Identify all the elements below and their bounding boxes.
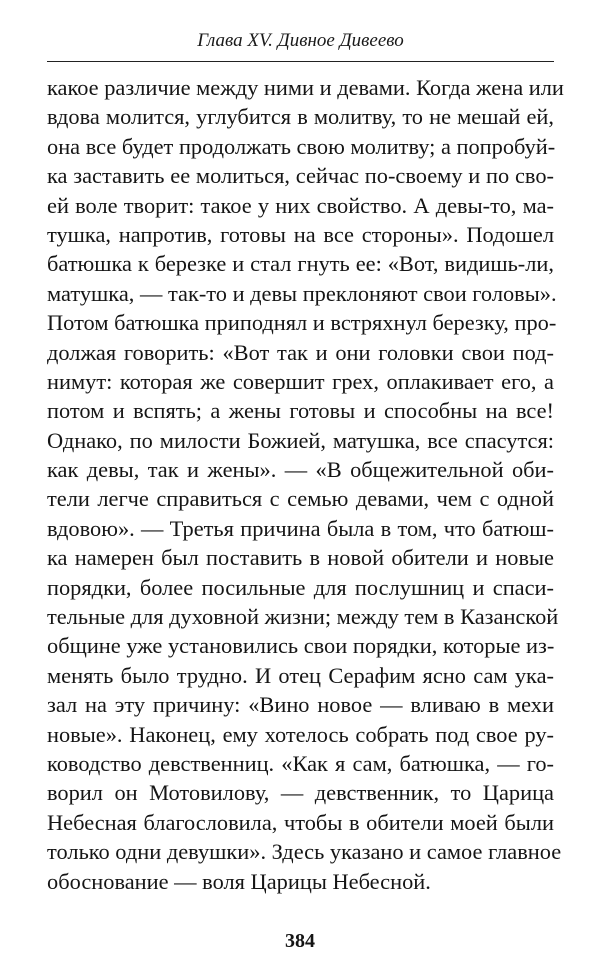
text-line: вдовою». — Третья причина была в том, что батюш- (47, 515, 554, 541)
text-line: Небесная благословила, чтобы в обители моей были (47, 809, 554, 835)
text-line: должая говорить: «Вот так и они головки свои под- (47, 339, 554, 365)
text-line: Однако, по милости Божией, матушка, все спасутся: (47, 427, 554, 453)
text-line: порядки, более посильные для послушниц и спаси- (47, 574, 554, 600)
text-line: общине уже установились свои порядки, которые из- (47, 633, 555, 659)
text-line: Потом батюшка приподнял и встряхнул березку, про- (47, 310, 557, 336)
text-line: нимут: которая же совершит грех, оплакивает его, а (47, 368, 554, 394)
text-line: зал на эту причину: «Вино новое — вливаю в мехи (47, 692, 554, 718)
text-line: батюшка к березке и стал гнуть ее: «Вот, видишь-ли, (47, 251, 554, 277)
text-line: ководство девственниц. «Как я сам, батюшка, — го- (47, 750, 554, 776)
text-line: тели легче справиться с семью девами, чем с одной (47, 486, 554, 512)
running-head: Глава XV. Дивное Дивеево (197, 30, 404, 51)
body-text (47, 73, 564, 896)
header-rule (47, 61, 554, 62)
text-line: ворил он Мотовилову, — девственник, то Царица (47, 780, 554, 806)
text-line: какое различие между ними и девами. Когда жена или (47, 75, 564, 100)
text-line: тельные для духовной жизни; между тем в Казанской (47, 604, 559, 630)
text-line: потом и вспять; а жены готовы и способны на все! (47, 398, 554, 424)
page-number: 384 (285, 930, 315, 952)
text-line-last: обоснование — воля Царицы Небесной. (47, 868, 431, 894)
text-line: ка намерен был поставить в новой обители и новые (47, 545, 554, 571)
text-line: только одни девушки». Здесь указано и самое главное (47, 839, 562, 865)
text-line: матушка, — так-то и девы преклоняют свои головы». (47, 280, 557, 306)
text-line: вдова молится, углубится в молитву, то не мешай ей, (47, 104, 554, 130)
text-line: ей воле творит: такое у них свойство. А девы-то, ма- (47, 192, 554, 218)
text-line: новые». Наконец, ему хотелось собрать под свое ру- (47, 721, 554, 747)
text-line: как девы, так и жены». — «В общежительной оби- (47, 457, 554, 483)
text-line: тушка, напротив, готовы на все стороны». Подошел (47, 221, 554, 247)
text-line: она все будет продолжать свою молитву; а попробуй- (47, 133, 556, 159)
text-line: ка заставить ее молиться, сейчас по-своему и по сво- (47, 163, 554, 189)
text-line: менять было трудно. И отец Серафим ясно сам ука- (47, 662, 554, 688)
